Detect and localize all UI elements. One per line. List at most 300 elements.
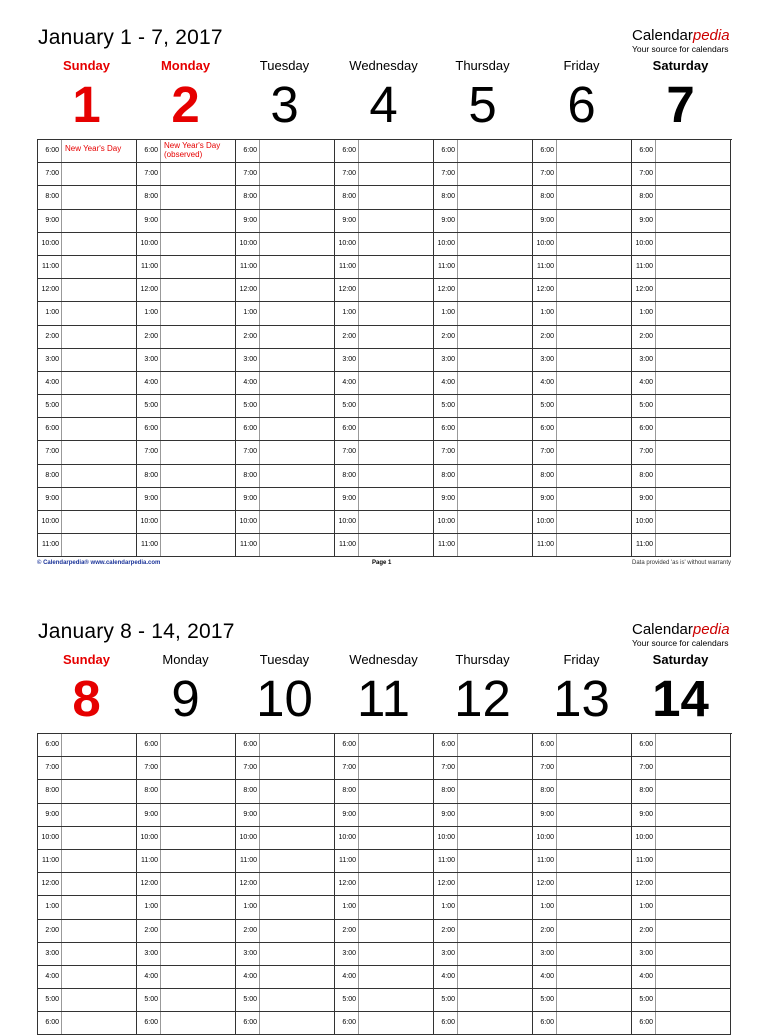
time-slot-cell[interactable] <box>335 850 434 873</box>
time-slot-cell[interactable] <box>632 140 731 163</box>
time-slot-cell[interactable] <box>38 989 137 1012</box>
time-slot-cell[interactable] <box>632 372 731 395</box>
time-label: 11:00 <box>533 256 557 278</box>
time-slot-cell[interactable] <box>137 511 236 534</box>
time-slot-cell[interactable] <box>137 395 236 418</box>
time-slot-cell[interactable] <box>137 372 236 395</box>
time-slot-cell[interactable] <box>236 372 335 395</box>
time-slot-cell[interactable] <box>137 140 236 163</box>
time-label: 6:00 <box>38 734 62 756</box>
time-slot-cell[interactable] <box>137 896 236 919</box>
time-slot-cell[interactable] <box>137 943 236 966</box>
time-label: 6:00 <box>38 1012 62 1034</box>
time-slot-cell[interactable] <box>434 210 533 233</box>
time-label: 9:00 <box>137 488 161 510</box>
time-label: 1:00 <box>434 302 458 324</box>
time-slot-cell[interactable] <box>434 395 533 418</box>
day-name: Wednesday <box>349 58 418 73</box>
time-slot-cell[interactable] <box>632 163 731 186</box>
hour-row <box>38 943 732 966</box>
time-slot-cell[interactable] <box>38 511 137 534</box>
hour-row <box>38 465 732 488</box>
time-slot-cell[interactable] <box>137 757 236 780</box>
time-slot-cell[interactable] <box>236 534 335 557</box>
time-slot-cell[interactable] <box>335 804 434 827</box>
day-number: 7 <box>666 76 695 133</box>
time-slot-cell[interactable] <box>632 850 731 873</box>
time-slot-cell[interactable] <box>38 534 137 557</box>
time-slot-cell[interactable] <box>335 441 434 464</box>
time-slot-cell[interactable] <box>137 256 236 279</box>
time-label: 1:00 <box>533 896 557 918</box>
time-slot-cell[interactable] <box>38 326 137 349</box>
time-slot-cell[interactable] <box>632 966 731 989</box>
time-slot-cell[interactable] <box>434 896 533 919</box>
time-label: 11:00 <box>335 850 359 872</box>
time-slot-cell[interactable] <box>137 920 236 943</box>
time-slot-cell[interactable] <box>236 256 335 279</box>
time-slot-cell[interactable] <box>533 966 632 989</box>
time-label: 1:00 <box>335 302 359 324</box>
time-slot-cell[interactable] <box>335 920 434 943</box>
time-slot-cell[interactable] <box>38 827 137 850</box>
time-label: 8:00 <box>236 465 260 487</box>
calendarpedia-logo[interactable] <box>632 621 742 648</box>
time-label: 9:00 <box>632 488 656 510</box>
day-name: Monday <box>162 652 209 667</box>
time-label: 11:00 <box>632 850 656 872</box>
time-slot-cell[interactable] <box>137 873 236 896</box>
time-slot-cell[interactable] <box>137 210 236 233</box>
time-label: 9:00 <box>38 804 62 826</box>
time-slot-cell[interactable] <box>38 488 137 511</box>
time-label: 6:00 <box>38 140 62 162</box>
time-label: 2:00 <box>632 326 656 348</box>
time-slot-cell[interactable] <box>137 302 236 325</box>
hour-row <box>38 256 732 279</box>
time-slot-cell[interactable] <box>236 943 335 966</box>
time-slot-cell[interactable] <box>434 186 533 209</box>
hour-row <box>38 488 732 511</box>
time-slot-cell[interactable] <box>236 279 335 302</box>
time-slot-cell[interactable] <box>137 966 236 989</box>
hour-row <box>38 326 732 349</box>
time-slot-cell[interactable] <box>137 780 236 803</box>
time-label: 2:00 <box>632 920 656 942</box>
time-slot-cell[interactable] <box>335 302 434 325</box>
time-slot-cell[interactable] <box>38 943 137 966</box>
day-number: 12 <box>454 670 511 727</box>
time-slot-cell[interactable] <box>434 757 533 780</box>
time-slot-cell[interactable] <box>38 395 137 418</box>
time-slot-cell[interactable] <box>434 326 533 349</box>
time-slot-cell[interactable] <box>236 163 335 186</box>
time-slot-cell[interactable] <box>632 989 731 1012</box>
time-slot-cell[interactable] <box>38 896 137 919</box>
time-slot-cell[interactable] <box>236 989 335 1012</box>
time-slot-cell[interactable] <box>434 256 533 279</box>
time-slot-cell[interactable] <box>236 210 335 233</box>
time-slot-cell[interactable] <box>38 233 137 256</box>
time-slot-cell[interactable] <box>335 163 434 186</box>
time-slot-cell[interactable] <box>335 256 434 279</box>
time-label: 6:00 <box>236 1012 260 1034</box>
time-label: 7:00 <box>632 757 656 779</box>
time-label: 12:00 <box>335 873 359 895</box>
time-slot-cell[interactable] <box>236 186 335 209</box>
time-slot-cell[interactable] <box>335 210 434 233</box>
time-label: 3:00 <box>38 349 62 371</box>
time-label: 12:00 <box>632 873 656 895</box>
time-slot-cell[interactable] <box>434 804 533 827</box>
day-header-sunday <box>37 652 136 727</box>
time-slot-cell[interactable] <box>632 418 731 441</box>
time-slot-cell[interactable] <box>434 827 533 850</box>
time-label: 5:00 <box>533 989 557 1011</box>
time-slot-cell[interactable] <box>335 140 434 163</box>
time-slot-cell[interactable] <box>632 873 731 896</box>
day-number: 11 <box>357 670 410 727</box>
time-slot-cell[interactable] <box>335 488 434 511</box>
time-slot-cell[interactable] <box>632 210 731 233</box>
time-label: 6:00 <box>632 418 656 440</box>
day-header-tuesday <box>235 58 334 133</box>
time-slot-cell[interactable] <box>533 780 632 803</box>
time-slot-cell[interactable] <box>632 804 731 827</box>
time-slot-cell[interactable] <box>236 511 335 534</box>
time-slot-cell[interactable] <box>434 920 533 943</box>
time-slot-cell[interactable] <box>38 163 137 186</box>
time-label: 3:00 <box>434 349 458 371</box>
day-number: 13 <box>553 670 610 727</box>
time-slot-cell[interactable] <box>533 279 632 302</box>
time-slot-cell[interactable] <box>434 302 533 325</box>
time-slot-cell[interactable] <box>236 734 335 757</box>
time-slot-cell[interactable] <box>434 488 533 511</box>
time-slot-cell[interactable] <box>632 734 731 757</box>
time-slot-cell[interactable] <box>533 827 632 850</box>
time-slot-cell[interactable] <box>38 441 137 464</box>
time-slot-cell[interactable] <box>533 163 632 186</box>
time-slot-cell[interactable] <box>434 233 533 256</box>
time-slot-cell[interactable] <box>38 279 137 302</box>
time-label: 11:00 <box>38 850 62 872</box>
time-slot-cell[interactable] <box>533 372 632 395</box>
footer-copyright-link[interactable]: © Calendarpedia® www.calendarpedia.com <box>37 560 161 566</box>
day-header-tuesday <box>235 652 334 727</box>
time-slot-cell[interactable] <box>335 465 434 488</box>
time-slot-cell[interactable] <box>533 326 632 349</box>
time-slot-cell[interactable] <box>533 465 632 488</box>
time-label: 7:00 <box>335 757 359 779</box>
time-slot-cell[interactable] <box>533 488 632 511</box>
time-slot-cell[interactable] <box>434 734 533 757</box>
time-slot-cell[interactable] <box>38 256 137 279</box>
time-slot-cell[interactable] <box>137 488 236 511</box>
time-slot-cell[interactable] <box>335 873 434 896</box>
time-slot-cell[interactable] <box>632 279 731 302</box>
time-slot-cell[interactable] <box>38 804 137 827</box>
hour-row <box>38 210 732 233</box>
time-label: 3:00 <box>335 349 359 371</box>
time-slot-cell[interactable] <box>38 418 137 441</box>
time-slot-cell[interactable] <box>137 804 236 827</box>
time-slot-cell[interactable] <box>533 734 632 757</box>
time-slot-cell[interactable] <box>38 966 137 989</box>
time-slot-cell[interactable] <box>335 233 434 256</box>
time-label: 2:00 <box>533 326 557 348</box>
time-slot-cell[interactable] <box>38 734 137 757</box>
hour-row <box>38 534 732 557</box>
time-slot-cell[interactable] <box>38 873 137 896</box>
time-slot-cell[interactable] <box>632 441 731 464</box>
time-slot-cell[interactable] <box>533 873 632 896</box>
time-slot-cell[interactable] <box>236 302 335 325</box>
time-label: 4:00 <box>335 966 359 988</box>
time-slot-cell[interactable] <box>236 804 335 827</box>
time-slot-cell[interactable] <box>434 163 533 186</box>
time-slot-cell[interactable] <box>137 827 236 850</box>
time-label: 7:00 <box>335 441 359 463</box>
time-slot-cell[interactable] <box>236 850 335 873</box>
time-label: 3:00 <box>137 349 161 371</box>
time-label: 7:00 <box>236 163 260 185</box>
time-label: 8:00 <box>38 465 62 487</box>
time-label: 9:00 <box>236 488 260 510</box>
time-label: 2:00 <box>236 326 260 348</box>
time-slot-cell[interactable] <box>434 534 533 557</box>
time-slot-cell[interactable] <box>38 780 137 803</box>
day-number: 14 <box>652 670 709 727</box>
time-label: 6:00 <box>434 140 458 162</box>
time-slot-cell[interactable] <box>632 943 731 966</box>
time-slot-cell[interactable] <box>236 827 335 850</box>
time-slot-cell[interactable] <box>236 488 335 511</box>
time-slot-cell[interactable] <box>335 896 434 919</box>
time-slot-cell[interactable] <box>632 780 731 803</box>
time-slot-cell[interactable] <box>434 511 533 534</box>
time-slot-cell[interactable] <box>335 943 434 966</box>
time-slot-cell[interactable] <box>137 326 236 349</box>
time-slot-cell[interactable] <box>38 757 137 780</box>
time-slot-cell[interactable] <box>236 140 335 163</box>
time-slot-cell[interactable] <box>533 804 632 827</box>
time-slot-cell[interactable] <box>632 896 731 919</box>
time-slot-cell[interactable] <box>632 349 731 372</box>
time-slot-cell[interactable] <box>236 441 335 464</box>
time-label: 7:00 <box>236 757 260 779</box>
time-label: 3:00 <box>533 943 557 965</box>
time-slot-cell[interactable] <box>335 186 434 209</box>
time-slot-cell[interactable] <box>533 534 632 557</box>
time-slot-cell[interactable] <box>236 465 335 488</box>
time-slot-cell[interactable] <box>533 989 632 1012</box>
time-slot-cell[interactable] <box>335 827 434 850</box>
time-slot-cell[interactable] <box>533 757 632 780</box>
time-slot-cell[interactable] <box>533 418 632 441</box>
time-slot-cell[interactable] <box>533 511 632 534</box>
time-slot-cell[interactable] <box>434 372 533 395</box>
time-slot-cell[interactable] <box>434 465 533 488</box>
time-slot-cell[interactable] <box>632 488 731 511</box>
time-slot-cell[interactable] <box>434 418 533 441</box>
footer-disclaimer: Data provided 'as is' without warranty <box>631 560 731 566</box>
hour-row <box>38 734 732 757</box>
time-label: 5:00 <box>137 989 161 1011</box>
time-label: 12:00 <box>434 873 458 895</box>
time-slot-cell[interactable] <box>137 989 236 1012</box>
time-slot-cell[interactable] <box>533 186 632 209</box>
time-slot-cell[interactable] <box>632 256 731 279</box>
time-slot-cell[interactable] <box>236 757 335 780</box>
time-label: 12:00 <box>335 279 359 301</box>
time-slot-cell[interactable] <box>38 920 137 943</box>
time-slot-cell[interactable] <box>632 233 731 256</box>
time-slot-cell[interactable] <box>632 534 731 557</box>
time-slot-cell[interactable] <box>632 302 731 325</box>
time-slot-cell[interactable] <box>533 850 632 873</box>
time-label: 8:00 <box>137 465 161 487</box>
time-slot-cell[interactable] <box>137 441 236 464</box>
time-slot-cell[interactable] <box>236 873 335 896</box>
time-slot-cell[interactable] <box>533 943 632 966</box>
day-number: 4 <box>369 76 398 133</box>
day-header-saturday <box>631 652 730 727</box>
time-label: 3:00 <box>335 943 359 965</box>
time-slot-cell[interactable] <box>533 140 632 163</box>
time-slot-cell[interactable] <box>533 441 632 464</box>
time-label: 12:00 <box>236 873 260 895</box>
time-slot-cell[interactable] <box>434 850 533 873</box>
time-slot-cell[interactable] <box>38 372 137 395</box>
time-slot-cell[interactable] <box>632 920 731 943</box>
time-slot-cell[interactable] <box>38 465 137 488</box>
time-slot-cell[interactable] <box>335 418 434 441</box>
time-slot-cell[interactable] <box>335 395 434 418</box>
time-slot-cell[interactable] <box>236 966 335 989</box>
time-slot-cell[interactable] <box>236 920 335 943</box>
time-slot-cell[interactable] <box>632 395 731 418</box>
time-slot-cell[interactable] <box>335 326 434 349</box>
time-slot-cell[interactable] <box>434 349 533 372</box>
time-label: 5:00 <box>137 395 161 417</box>
time-slot-cell[interactable] <box>533 210 632 233</box>
time-slot-cell[interactable] <box>533 349 632 372</box>
time-label: 10:00 <box>434 233 458 255</box>
time-slot-cell[interactable] <box>236 780 335 803</box>
time-slot-cell[interactable] <box>236 233 335 256</box>
calendarpedia-logo[interactable] <box>632 27 742 54</box>
time-slot-cell[interactable] <box>335 349 434 372</box>
time-slot-cell[interactable] <box>335 279 434 302</box>
time-slot-cell[interactable] <box>137 349 236 372</box>
time-label: 4:00 <box>38 372 62 394</box>
time-slot-cell[interactable] <box>137 850 236 873</box>
time-slot-cell[interactable] <box>236 326 335 349</box>
day-number: 2 <box>171 76 200 133</box>
time-slot-cell[interactable] <box>38 210 137 233</box>
time-slot-cell[interactable] <box>335 511 434 534</box>
time-slot-cell[interactable] <box>533 920 632 943</box>
time-slot-cell[interactable] <box>137 734 236 757</box>
time-slot-cell[interactable] <box>533 256 632 279</box>
time-slot-cell[interactable] <box>434 989 533 1012</box>
time-slot-cell[interactable] <box>335 757 434 780</box>
hour-row <box>38 418 732 441</box>
time-slot-cell[interactable] <box>137 233 236 256</box>
page-footer <box>37 560 731 570</box>
time-slot-cell[interactable] <box>38 850 137 873</box>
time-slot-cell[interactable] <box>137 465 236 488</box>
time-slot-cell[interactable] <box>137 279 236 302</box>
time-slot-cell[interactable] <box>335 780 434 803</box>
time-slot-cell[interactable] <box>335 734 434 757</box>
time-slot-cell[interactable] <box>236 349 335 372</box>
time-slot-cell[interactable] <box>434 780 533 803</box>
time-slot-cell[interactable] <box>137 186 236 209</box>
time-slot-cell[interactable] <box>632 757 731 780</box>
time-slot-cell[interactable] <box>434 943 533 966</box>
time-label: 1:00 <box>335 896 359 918</box>
time-slot-cell[interactable] <box>533 302 632 325</box>
time-slot-cell[interactable] <box>236 418 335 441</box>
time-slot-cell[interactable] <box>137 534 236 557</box>
time-slot-cell[interactable] <box>632 326 731 349</box>
time-slot-cell[interactable] <box>236 896 335 919</box>
time-slot-cell[interactable] <box>38 140 137 163</box>
time-slot-cell[interactable] <box>137 163 236 186</box>
day-name: Saturday <box>652 652 709 667</box>
time-slot-cell[interactable] <box>434 140 533 163</box>
time-slot-cell[interactable] <box>632 186 731 209</box>
time-slot-cell[interactable] <box>533 896 632 919</box>
time-slot-cell[interactable] <box>137 418 236 441</box>
time-slot-cell[interactable] <box>632 827 731 850</box>
time-label: 7:00 <box>137 441 161 463</box>
time-label: 2:00 <box>335 920 359 942</box>
time-slot-cell[interactable] <box>335 534 434 557</box>
time-slot-cell[interactable] <box>434 279 533 302</box>
time-slot-cell[interactable] <box>434 873 533 896</box>
time-label: 10:00 <box>335 511 359 533</box>
day-number: 3 <box>270 76 299 133</box>
time-slot-cell[interactable] <box>335 989 434 1012</box>
time-slot-cell[interactable] <box>632 465 731 488</box>
time-slot-cell[interactable] <box>38 302 137 325</box>
time-slot-cell[interactable] <box>335 372 434 395</box>
hour-row <box>38 511 732 534</box>
time-label: 2:00 <box>434 326 458 348</box>
time-slot-cell[interactable] <box>38 349 137 372</box>
time-slot-cell[interactable] <box>236 395 335 418</box>
time-slot-cell[interactable] <box>533 395 632 418</box>
time-slot-cell[interactable] <box>632 511 731 534</box>
time-slot-cell[interactable] <box>434 441 533 464</box>
time-label: 6:00 <box>533 140 557 162</box>
week-title: January 1 - 7, 2017 <box>38 26 223 49</box>
time-slot-cell[interactable] <box>434 966 533 989</box>
hour-row <box>38 163 732 186</box>
time-label: 3:00 <box>632 349 656 371</box>
time-slot-cell[interactable] <box>38 186 137 209</box>
day-name: Wednesday <box>349 652 418 667</box>
time-label: 3:00 <box>236 349 260 371</box>
time-slot-cell[interactable] <box>335 966 434 989</box>
time-label: 9:00 <box>434 210 458 232</box>
time-slot-cell[interactable] <box>533 233 632 256</box>
time-label: 12:00 <box>38 279 62 301</box>
time-label: 8:00 <box>137 186 161 208</box>
